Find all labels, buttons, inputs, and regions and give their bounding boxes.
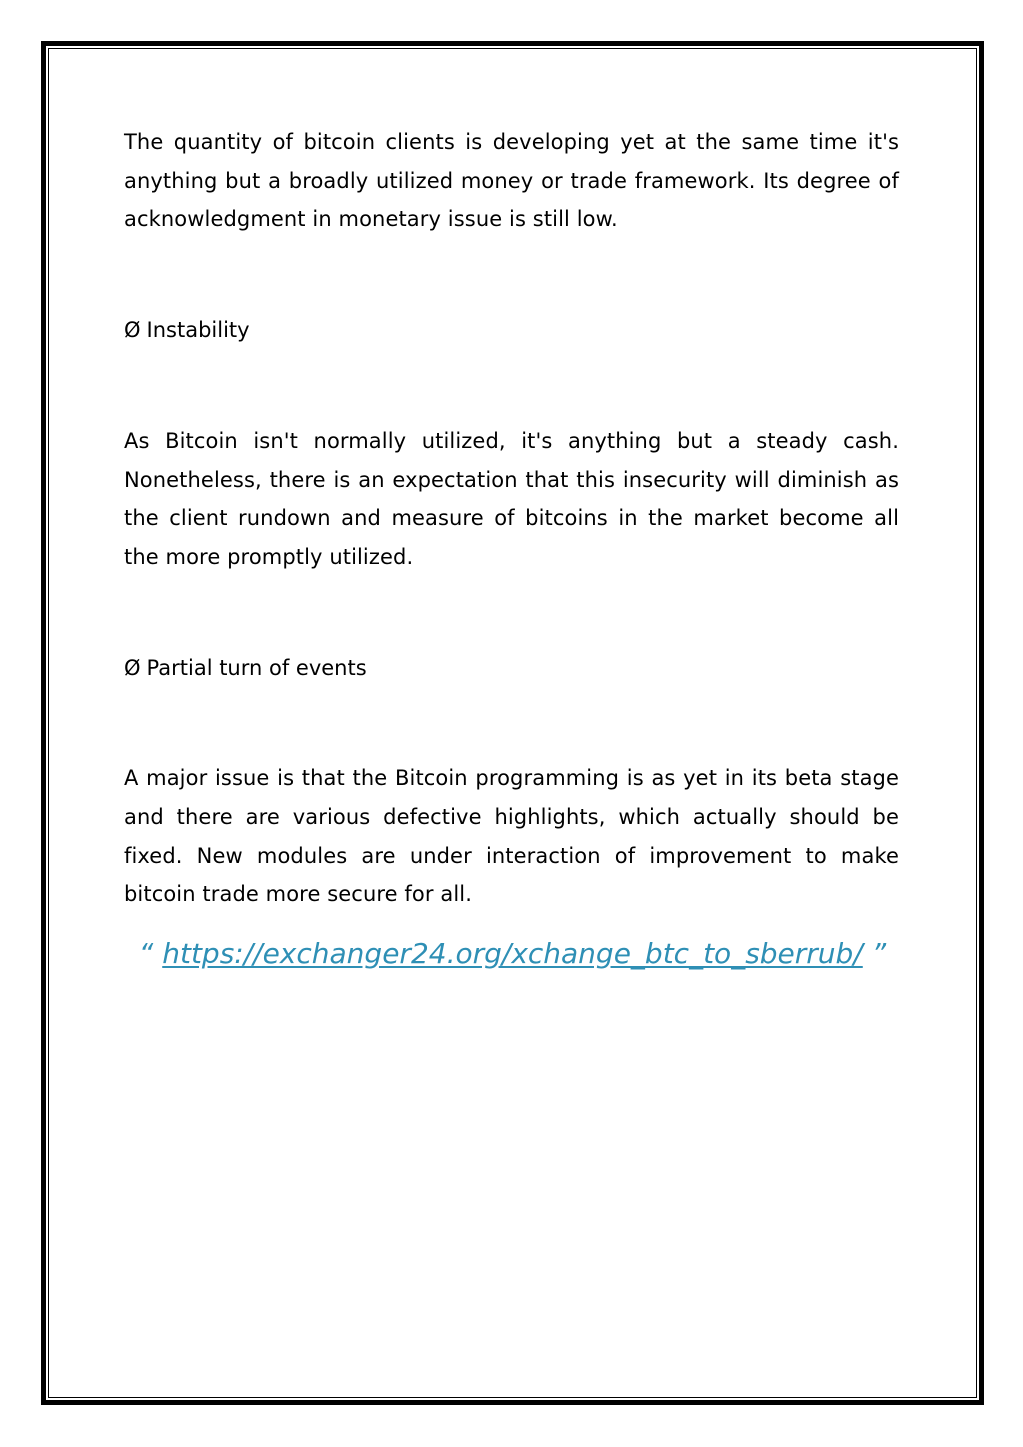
paragraph-instability: As Bitcoin isn't normally utilized, it's anything but a steady cash. Nonetheless, there is an expectation that this insecurity will diminish as the client rundown and measure of bitcoins in the market become all the more promptly utilized. [124,428,899,569]
bullet-instability [124,311,899,350]
bullet-mark: Ø [124,655,141,680]
link-line [48,934,977,974]
bullet-mark: Ø [124,318,141,343]
paragraph-adoption: The quantity of bitcoin clients is developing yet at the same time it's anything but a broadly utilized money or trade framework. Its degree of acknowledgment in monetary issue is still low. [124,130,899,232]
close-quote: ” [871,937,887,970]
open-quote: “ [138,937,154,970]
bullet-label: Instability [146,318,250,343]
bullet-partial-events [124,649,899,688]
paragraph-software-issues: A major issue is that the Bitcoin programming is as yet in its beta stage and there are various defective highlights, which actually should be fixed. New modules are under interaction of improvement to make bitcoin trade more secure for all. [124,766,899,907]
exchange-link[interactable]: https://exchanger24.org/xchange_btc_to_sberrub/ [162,937,863,970]
document-body [124,123,899,914]
bullet-label: Partial turn of events [146,655,367,680]
